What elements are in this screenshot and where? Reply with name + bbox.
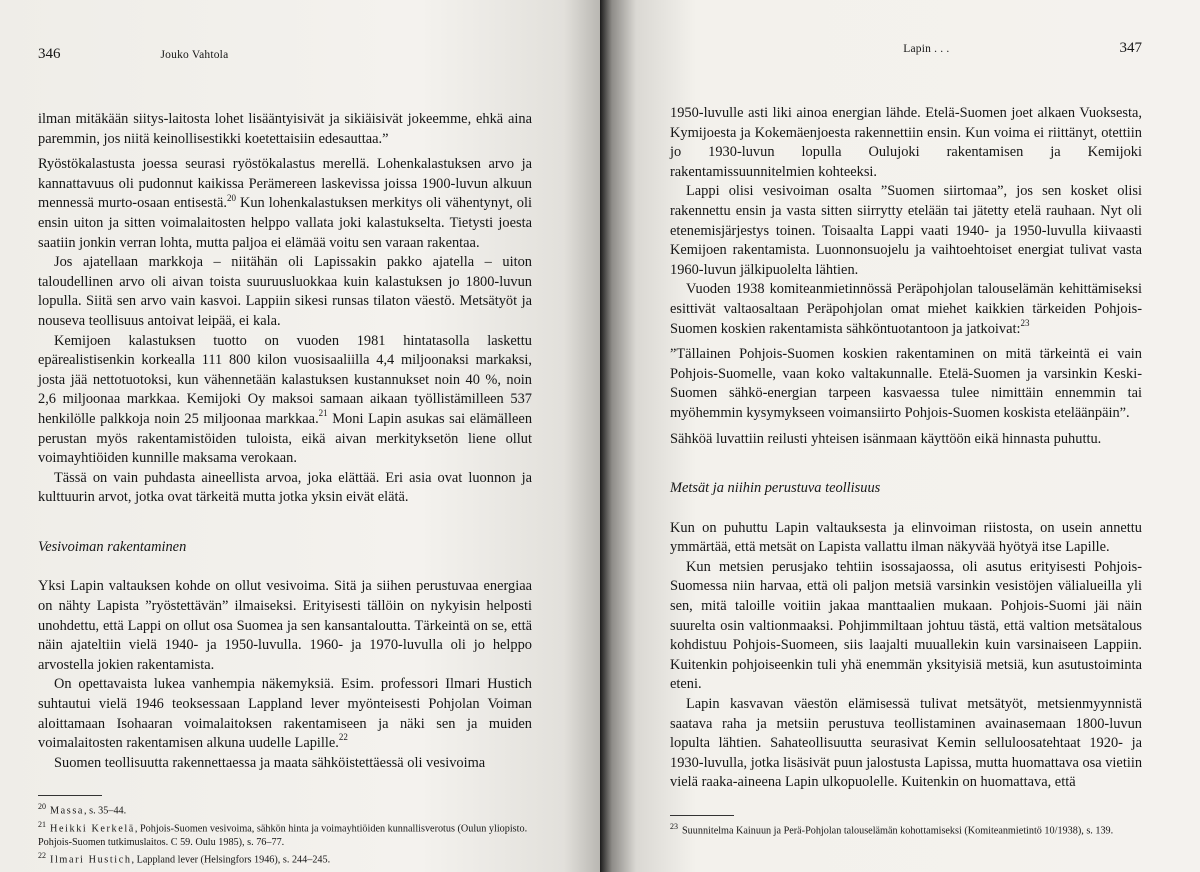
right-paragraph-1: 1950-luvulle asti liki ainoa energian lähde. Etelä-Suomen joet alkaen Vuoksesta, Kymijoesta ja Kokemäenjoesta rakennettiin ensin. Kun voima ei riittänyt, otettiin jo 1930-luvun lopulla Oulujoki rakentamisen ja Kemijoki rakentamissuunnitelmien kohteeksi. [670,105,1142,180]
left-paragraph-7: On opettavaista lukea vanhempia näkemyksiä. Esim. professori Ilmari Hustich suhtautui vielä 1946 teoksessaan Lappland lever myönteisesti Pohjolan Voiman aloittamaan Isohaaran voimalaitoksen rakentamiseen ja näki sen ja muiden voimalaitosten rakentamisen alkuna uudelle Lapille.$^{22}$ [38,676,532,752]
right-footnotes [670,815,1142,838]
right-paragraph-2: Lappi olisi vesivoiman osalta ”Suomen siirtomaa”, jos sen kosket olisi rakennettu ensin ja vasta sitten siirrytty etelään tai jätetty etelä rauhaan. Nyt oli etenemisjärjestys toinen. Toisaalta Lappi vaati 1940- ja 1950-luvulla kiivaasti Kemijoen rakentamista. Luonnonsuojelu ja vaihtoehtoiset energiat tulivat vasta 1960-luvun jälkipuolelta lähtien. [670,183,1142,278]
right-paragraph-7: Lapin kasvavan väestön elämisessä tulivat metsätyöt, metsienmyynnistä saatava raha ja metsiin perustuva teollistaminen avainasemaan 1800-luvun lopulta lähtien. Sahateollisuutta seurasivat Kemin selluloosatehtaat 1920- ja 1930-luvulla, jotka lisäsivät puun jalostusta Lapissa, mutta huomattava osa vietiin vielä raaka-aineena Lapin ulkopuolelle. Kuitenkin on huomattava, että [670,696,1143,791]
footnote-rule [670,815,734,816]
right-page-number: 347 [1119,40,1142,56]
footnote-ref-21: 21 [318,408,328,419]
right-paragraph-4: Sähköä luvattiin reilusti yhteisen isänmaan käyttöön eikä hinnasta puhuttu. [670,430,1102,447]
left-footnotes [38,795,532,866]
right-running-head [670,40,1142,64]
footnote-ref-23: 23 [1020,317,1030,328]
left-running-head-author: Jouko Vahtola [160,49,229,61]
right-paragraph-5: Kun on puhuttu Lapin valtauksesta ja elinvoiman riistosta, on usein annettu ymmärtää, että metsät on Lapista vallattu ilman näkyvää hyötyä itse Lapille. [670,519,1142,556]
left-paragraph-5: Tässä on vain puhdasta aineellista arvoa, joka elättää. Eri asia ovat luonnon ja kulttuurin arvot, jotka ovat tärkeitä mutta jotka yksin eivät elätä. [38,469,532,506]
left-paragraph-3: Jos ajatellaan markkoja – niitähän oli Lapissakin pakko ajatella – uiton taloudellinen arvo oli aivan toista suuruusluokkaa kuin kalastuksen jo 1800-luvun lopulla. Siitä sen arvo vain kasvoi. Lappiin sikesi runsas tilaton väestö. Metsätyöt ja nouseva teollisuus antoivat leipää, ei kala. [38,254,532,329]
left-section-heading: Vesivoiman rakentaminen [38,538,187,555]
right-paragraph-6: Kun metsien perusjako tehtiin isossajaossa, oli asutus erityisesti Pohjois-Suomessa niin harvaa, että oli paljon metsiä varsinkin vesistöjen välialueilla yli sen, mitä taloille voitiin jakaa manttaalien mukaan. Pohjois-Suomi jäi näin suurelta osin valtionmaaksi. Pohjimmiltaan johtuu tästä, että valtion metsätalous kohdistuu Pohjois-Suomeen, siis laajalti muuallekin kuin varsinaiseen Lappiin. Kuitenkin pohjoiseenkin tuli yhä enemmän yksityisiä metsiä, kun asutustoiminta eteni. [670,558,1142,693]
right-running-head-title: Lapin . . . [903,43,950,55]
left-paragraph-4: Kemijoen kalastuksen tuotto on vuoden 1981 hintatasolla laskettu epärealistisenkin korkealla 111 800 kilon vuosisaaliilla 4,4 miljoonaksi markaksi, josta jää nettotuotoksi, kun vähennetään kalastuksen kustannukset noin 40 %, noin 2,6 miljoonaa markkaa. Kemijoki Oy maksoi samaan aikaan työllistämilleen 537 henkilölle palkkoja noin 25 miljoonaa markkaa.$^{21}$ Moni Lapin asukas sai elämälleen perustan myös rakentamistöiden tuloista, eikä aivan merkityksetön liene ollut voimayhtiöiden kunnille maksama verokaan. [38,332,533,467]
right-paragraph-3: Vuoden 1938 komiteanmietinnössä Peräpohjolan talouselämän kehittämiseksi esittivät valtaosaltaan Peräpohjolan omat miehet kaikkien tärkeiden Pohjois-Suomen koskien rakentamista sähköntuotantoon ja jatkoivat:$^{23}$ [670,281,1142,337]
footnote-22: $^{22}$ Ilmari Hustich, Lappland lever (Helsingfors 1946), s. 244–245. [38,850,331,866]
left-paragraph-1: ilman mitäkään siitys-laitosta lohet lisääntyisivät ja sikiäisivät jokeemme, ehkä aina paremmin, jos niitä keinollisestikki koetettaisiin edesauttaa.” [38,111,532,147]
left-running-head [38,46,532,70]
right-section-heading: Metsät ja niihin perustuva teollisuus [670,480,881,497]
left-paragraph-2: Ryöstökalastusta joessa seurasi ryöstökalastus merellä. Lohenkalastuksen arvo ja kannattavuus oli pudonnut kaikissa Perämereen laskevissa joissa 1900-luvun alkuun mennessä murto-osaan entisestä.$^{20}$ Kun lohenkalastuksen merkitys oli vähentynyt, oli ensin uiton ja sitten voimalaitosten helppo vallata joki kalastukselta. Tietysti joesta saatiin jonkin verran lohta, mutta paljoa ei elämää voitu sen varaan rakentaa. [38,156,533,251]
left-page-number: 346 [38,46,61,62]
footnote-ref-22: 22 [338,732,348,743]
left-paragraph-8: Suomen teollisuutta rakennettaessa ja maata sähköistettäessä oli vesivoima [54,754,486,771]
footnote-21: $^{21}$ Heikki Kerkelä, Pohjois-Suomen vesivoima, sähkön hinta ja voimayhtiöiden kunnallisverotus (Oulun yliopisto. Pohjois-Suomen tutkimuslaitos. C 59. Oulu 1985), s. 76–77. [38,820,528,848]
footnote-20: $^{20}$ Massa, s. 35–44. [38,802,127,817]
right-page [600,0,1200,872]
left-paragraph-6: Yksi Lapin valtauksen kohde on ollut vesivoima. Sitä ja siihen perustuvaa energiaa on nähty Lapista ”ryöstettävän” ilmaiseksi. Erityisesti tällöin on nykyisin helposti unohdettu, että Lappi on ollut osa Suomea ja sen kansantaloutta. Tärkeintä on se, että näin ajateltiin vielä 1940- ja 1950-luvulla. 1960- ja 1970-luvulla oli jo helppo arvostella jokien rakentamista. [38,578,532,673]
footnote-23: $^{23}$ Suunnitelma Kainuun ja Perä-Pohjolan talouselämän kohottamiseksi (Komiteanmietintö 10/1938), s. 139. [670,822,1114,837]
right-quote: ”Tällainen Pohjois-Suomen koskien rakentaminen on mitä tärkeintä ei vain Pohjois-Suomelle, vaan koko valtakunnalle. Etelä-Suomen ja varsinkin Keski-Suomen sähkö-energian tarpeen kasvaessa tulee nimittäin ennemmin tai myöhemmin kysymykseen voimansiirto Pohjois-Suomen koskista eteläänpäin”. [670,346,1142,421]
footnote-rule [38,795,102,796]
footnote-ref-20: 20 [226,192,236,203]
